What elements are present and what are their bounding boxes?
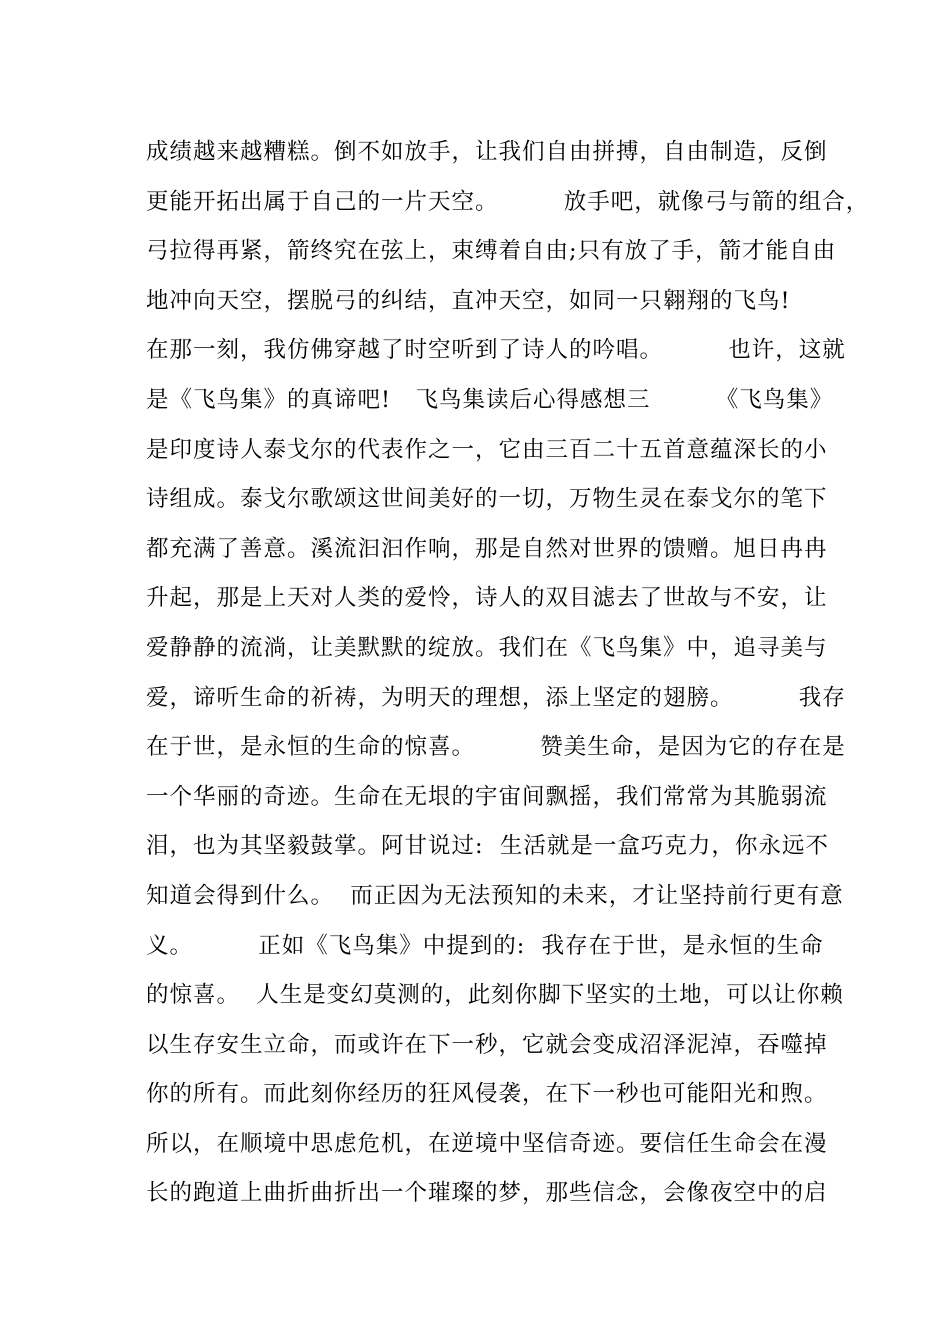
text-line: 升起，那是上天对人类的爱怜，诗人的双目滤去了世故与不安，让 — [146, 585, 828, 612]
text-line: 长的跑道上曲折曲折出一个璀璨的梦，那些信念，会像夜空中的启 — [146, 1180, 828, 1207]
text-line: 是印度诗人泰戈尔的代表作之一，它由三百二十五首意蕴深长的小 — [146, 436, 828, 463]
text-line: 爱，谛听生命的祈祷，为明天的理想，添上坚定的翅膀。 我存 — [146, 684, 846, 711]
text-line: 一个华丽的奇迹。生命在无垠的宇宙间飘摇，我们常常为其脆弱流 — [146, 783, 828, 810]
text-line: 弓拉得再紧，箭终究在弦上，束缚着自由;只有放了手，箭才能自由 — [146, 238, 837, 265]
text-line: 义。 正如《飞鸟集》中提到的: 我存在于世，是永恒的生命 — [146, 932, 824, 959]
text-line: 诗组成。泰戈尔歌颂这世间美好的一切，万物生灵在泰戈尔的笔下 — [146, 486, 828, 513]
text-line: 你的所有。而此刻你经历的狂风侵袭，在下一秒也可能阳光和煦。 — [146, 1081, 828, 1108]
text-line: 所以，在顺境中思虑危机，在逆境中坚信奇迹。要信任生命会在漫 — [146, 1130, 828, 1157]
text-line: 以生存安生立命，而或许在下一秒，它就会变成沼泽泥淖，吞噬掉 — [146, 1031, 828, 1058]
text-line: 的惊喜。 人生是变幻莫测的，此刻你脚下坚实的土地，可以让你赖 — [146, 982, 844, 1009]
document-body — [146, 128, 870, 1219]
text-line: 泪，也为其坚毅鼓掌。阿甘说过: 生活就是一盒巧克力，你永远不 — [146, 833, 829, 860]
text-line: 地冲向天空，摆脱弓的纠结，直冲天空，如同一只翱翔的飞鸟! — [146, 287, 791, 314]
text-line: 更能开拓出属于自己的一片天空。 放手吧，就像弓与箭的组合， — [146, 188, 870, 215]
text-line: 知道会得到什么。 而正因为无法预知的未来，才让坚持前行更有意 — [146, 882, 844, 909]
text-line: 都充满了善意。溪流汩汩作响，那是自然对世界的馈赠。旭日冉冉 — [146, 535, 828, 562]
text-line: 爱静静的流淌，让美默默的绽放。我们在《飞鸟集》中，追寻美与 — [146, 634, 828, 661]
text-line: 成绩越来越糟糕。倒不如放手，让我们自由拼搏，自由制造，反倒 — [146, 139, 828, 165]
text-line: 在那一刻，我仿佛穿越了时空听到了诗人的吟唱。 也许，这就 — [146, 337, 846, 364]
text-line: 在于世，是永恒的生命的惊喜。 赞美生命，是因为它的存在是 — [146, 734, 846, 761]
text-line: 是《飞鸟集》的真谛吧! 飞鸟集读后心得感想三 《飞鸟集》 — [146, 386, 834, 413]
